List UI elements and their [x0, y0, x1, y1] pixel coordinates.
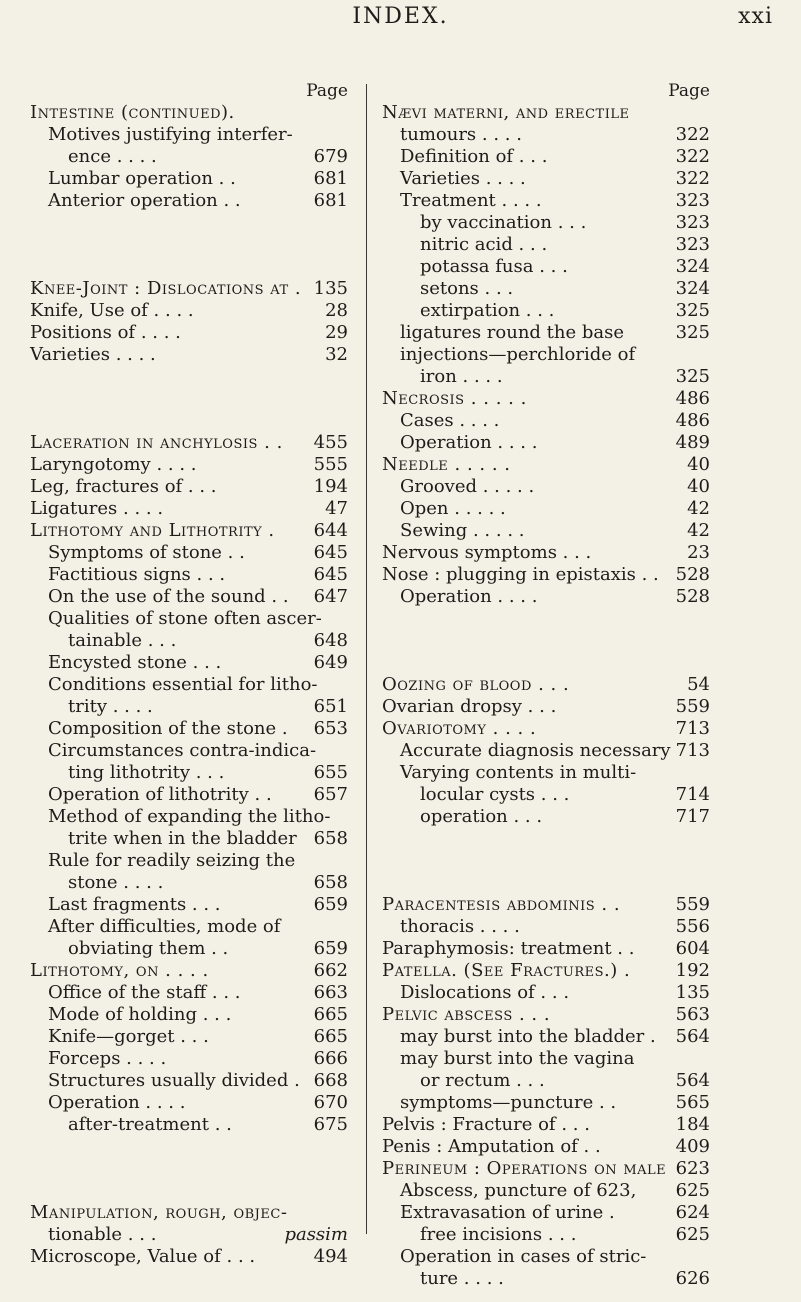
entry-page-number: 663: [313, 982, 348, 1003]
entry-text: Perineum : Operations on male: [382, 1158, 667, 1179]
index-entry: [30, 960, 348, 982]
entry-text: Laceration in anchylosis . .: [30, 432, 283, 453]
entry-page-number: 323: [675, 190, 710, 211]
entry-page-number: 645: [313, 564, 348, 585]
entry-text: Method of expanding the litho-: [48, 806, 331, 827]
entry-text: Needle . . . . .: [382, 454, 511, 475]
entry-text: Nose : plugging in epistaxis . .: [382, 564, 659, 585]
index-entry: [30, 432, 348, 454]
entry-text: Rule for readily seizing the: [48, 850, 296, 871]
entry-page-number: 556: [675, 916, 710, 937]
entry-text: Operation . . . .: [400, 432, 538, 453]
index-entry: [30, 718, 348, 740]
entry-page-number: 23: [687, 542, 710, 563]
entry-text: Ovarian dropsy . . .: [382, 696, 557, 717]
entry-text: Paraphymosis: treatment . .: [382, 938, 635, 959]
index-entry: [382, 476, 710, 498]
entry-page-number: 648: [313, 630, 348, 651]
entry-page-number: 455: [313, 432, 348, 453]
entry-page-number: 659: [313, 894, 348, 915]
entry-text: Pelvis : Fracture of . . .: [382, 1114, 590, 1135]
index-entry: [382, 696, 710, 718]
entry-text: After difficulties, mode of: [48, 916, 281, 937]
entry-text: Structures usually divided .: [48, 1070, 300, 1091]
entry-page-number: 192: [675, 960, 710, 981]
index-entry: [30, 894, 348, 916]
column-divider: [366, 84, 367, 1234]
entry-text: setons . . .: [420, 278, 514, 299]
entry-text: Office of the staff . . .: [48, 982, 241, 1003]
entry-text: potassa fusa . . .: [420, 256, 568, 277]
entry-text: Composition of the stone .: [48, 718, 288, 739]
index-entry: [382, 1268, 710, 1290]
entry-page-number: 626: [675, 1268, 710, 1289]
entry-text: Operation in cases of stric-: [400, 1246, 647, 1267]
index-entry: [30, 300, 348, 322]
page-number: xxi: [738, 4, 773, 29]
entry-page-number: 665: [313, 1004, 348, 1025]
index-entry: [30, 168, 348, 190]
entry-page-number: 559: [675, 696, 710, 717]
index-entry: [30, 344, 348, 366]
entry-page-number: 713: [675, 740, 710, 761]
entry-text: may burst into the bladder .: [400, 1026, 656, 1047]
index-entry: [382, 740, 710, 762]
entry-text: Laryngotomy . . . .: [30, 454, 197, 475]
entry-page-number: 713: [675, 718, 710, 739]
entry-page-number: 681: [313, 168, 348, 189]
index-entry: [30, 498, 348, 520]
entry-text: or rectum . . .: [420, 1070, 545, 1091]
entry-text: Varieties . . . .: [400, 168, 526, 189]
index-entry: [30, 190, 348, 212]
entry-text: after-treatment . .: [68, 1114, 232, 1135]
entry-page-number: 662: [313, 960, 348, 981]
entry-text: Conditions essential for litho-: [48, 674, 318, 695]
entry-page-number: 324: [675, 256, 710, 277]
entry-page-number: 644: [313, 520, 348, 541]
entry-text: Patella. (See Fractures.) .: [382, 960, 631, 981]
index-entry: [382, 1070, 710, 1092]
index-column-left: [30, 80, 348, 1268]
entry-text: Leg, fractures of . . .: [30, 476, 217, 497]
right-entries: [382, 102, 710, 1290]
entry-page-number: 625: [675, 1224, 710, 1245]
entry-text: Last fragments . . .: [48, 894, 221, 915]
index-entry: [382, 894, 710, 916]
entry-text: Necrosis . . . . .: [382, 388, 527, 409]
index-entry: [30, 696, 348, 718]
entry-page-number: 323: [675, 212, 710, 233]
entry-text: free incisions . . .: [420, 1224, 577, 1245]
index-entry: [30, 124, 348, 146]
entry-text: Knife, Use of . . . .: [30, 300, 194, 321]
entry-text: Dislocations of . . .: [400, 982, 570, 1003]
index-entry: [30, 1224, 348, 1246]
index-entry: [382, 1224, 710, 1246]
entry-text: On the use of the sound . .: [48, 586, 289, 607]
left-entries: [30, 102, 348, 1268]
entry-text: Mode of holding . . .: [48, 1004, 232, 1025]
entry-text: Paracentesis abdominis . .: [382, 894, 621, 915]
entry-page-number: 322: [675, 146, 710, 167]
index-entry: [30, 982, 348, 1004]
entry-text: Lumbar operation . .: [48, 168, 236, 189]
index-entry: [382, 564, 710, 586]
entry-page-number: 528: [675, 564, 710, 585]
entry-page-number: 322: [675, 124, 710, 145]
entry-page-number: 409: [675, 1136, 710, 1157]
entry-text: thoracis . . . .: [400, 916, 520, 937]
index-entry: [30, 828, 348, 850]
entry-text: Knife—gorget . . .: [48, 1026, 209, 1047]
entry-text: Varieties . . . .: [30, 344, 156, 365]
index-entry: [382, 102, 710, 124]
entry-text: Symptoms of stone . .: [48, 542, 245, 563]
entry-page-number: 28: [325, 300, 348, 321]
entry-page-number: 675: [313, 1114, 348, 1135]
entry-text: stone . . . .: [68, 872, 164, 893]
page-column-label: Page: [668, 81, 710, 101]
entry-text: tumours . . . .: [400, 124, 522, 145]
entry-text: injections—perchloride of: [400, 344, 636, 365]
entry-text: by vaccination . . .: [420, 212, 587, 233]
entry-page-number: 717: [675, 806, 710, 827]
entry-page-number: 29: [325, 322, 348, 343]
entry-page-number: 135: [675, 982, 710, 1003]
index-entry: [382, 212, 710, 234]
entry-text: Ovariotomy . . . .: [382, 718, 537, 739]
index-entry: [30, 806, 348, 828]
entry-page-number: 555: [313, 454, 348, 475]
index-entry: [30, 476, 348, 498]
entry-page-number: 559: [675, 894, 710, 915]
entry-page-number: 604: [675, 938, 710, 959]
entry-page-number: 325: [675, 300, 710, 321]
index-entry: [30, 146, 348, 168]
entry-text: ture . . . .: [420, 1268, 504, 1289]
running-head: INDEX.: [352, 4, 449, 29]
entry-page-number: 486: [675, 410, 710, 431]
entry-text: Nervous symptoms . . .: [382, 542, 592, 563]
index-entry: [382, 146, 710, 168]
entry-text: trity . . . .: [68, 696, 153, 717]
page-column-label: Page: [306, 81, 348, 101]
index-entry: [382, 784, 710, 806]
index-entry: [30, 520, 348, 542]
index-entry: [382, 300, 710, 322]
entry-text: Forceps . . . .: [48, 1048, 167, 1069]
entry-text: Positions of . . . .: [30, 322, 181, 343]
index-entry: [30, 542, 348, 564]
entry-text: Qualities of stone often ascer-: [48, 608, 322, 629]
entry-page-number: 623: [675, 1158, 710, 1179]
entry-text: Accurate diagnosis necessary: [400, 740, 671, 761]
index-entry: [382, 762, 710, 784]
entry-page-number: 42: [687, 520, 710, 541]
index-entry: [30, 784, 348, 806]
index-entry: [30, 608, 348, 630]
entry-page-number: 324: [675, 278, 710, 299]
index-entry: [30, 938, 348, 960]
entry-text: Ligatures . . . .: [30, 498, 164, 519]
entry-page-number: 32: [325, 344, 348, 365]
entry-text: Manipulation, rough, objec-: [30, 1202, 288, 1223]
entry-text: Cases . . . .: [400, 410, 500, 431]
entry-page-number: 647: [313, 586, 348, 607]
entry-page-number: 624: [675, 1202, 710, 1223]
entry-page-number: 325: [675, 366, 710, 387]
entry-text: ligatures round the base: [400, 322, 625, 343]
entry-text: Treatment . . . .: [400, 190, 542, 211]
entry-page-number: 486: [675, 388, 710, 409]
entry-page-number: 658: [313, 872, 348, 893]
entry-page-number: 323: [675, 234, 710, 255]
entry-page-number: 194: [313, 476, 348, 497]
entry-page-number: 653: [313, 718, 348, 739]
entry-text: tainable . . .: [68, 630, 177, 651]
entry-page-number: passim: [284, 1224, 348, 1245]
entry-text: Encysted stone . . .: [48, 652, 222, 673]
entry-text: Definition of . . .: [400, 146, 548, 167]
index-entry: [382, 1136, 710, 1158]
entry-text: nitric acid . . .: [420, 234, 548, 255]
entry-text: Grooved . . . . .: [400, 476, 535, 497]
index-entry: [30, 564, 348, 586]
index-entry: [30, 740, 348, 762]
index-entry: [382, 388, 710, 410]
entry-page-number: 679: [313, 146, 348, 167]
index-entry: [382, 190, 710, 212]
entry-text: Nævi materni, and erectile: [382, 102, 630, 123]
entry-page-number: 668: [313, 1070, 348, 1091]
entry-page-number: 651: [313, 696, 348, 717]
entry-page-number: 54: [687, 674, 710, 695]
entry-page-number: 645: [313, 542, 348, 563]
entry-text: may burst into the vagina: [400, 1048, 635, 1069]
index-entry: [30, 1246, 348, 1268]
entry-text: Operation of lithotrity . .: [48, 784, 272, 805]
index-column-right: [382, 80, 710, 1290]
index-entry: [382, 234, 710, 256]
entry-page-number: 681: [313, 190, 348, 211]
entry-page-number: 564: [675, 1026, 710, 1047]
entry-page-number: 657: [313, 784, 348, 805]
entry-page-number: 565: [675, 1092, 710, 1113]
index-entry: [382, 168, 710, 190]
index-entry: [382, 1026, 710, 1048]
entry-text: Abscess, puncture of 623,: [400, 1180, 637, 1201]
index-entry: [382, 344, 710, 366]
entry-page-number: 40: [687, 454, 710, 475]
index-entry: [30, 674, 348, 696]
entry-text: Open . . . . .: [400, 498, 506, 519]
index-entry: [382, 454, 710, 476]
index-entry: [382, 322, 710, 344]
index-entry: [382, 938, 710, 960]
entry-text: obviating them . .: [68, 938, 229, 959]
index-entry: [30, 762, 348, 784]
index-entry: [30, 652, 348, 674]
entry-text: Circumstances contra-indica-: [48, 740, 317, 761]
entry-text: Motives justifying interfer-: [48, 124, 293, 145]
entry-page-number: 494: [313, 1246, 348, 1267]
entry-page-number: 322: [675, 168, 710, 189]
entry-text: Operation . . . .: [400, 586, 538, 607]
entry-page-number: 564: [675, 1070, 710, 1091]
index-entry: [30, 850, 348, 872]
index-entry: [30, 1202, 348, 1224]
index-entry: [30, 1070, 348, 1092]
index-entry: [382, 366, 710, 388]
entry-page-number: 714: [675, 784, 710, 805]
index-entry: [30, 586, 348, 608]
entry-text: ting lithotrity . . .: [68, 762, 225, 783]
entry-text: Microscope, Value of . . .: [30, 1246, 256, 1267]
index-entry: [382, 1048, 710, 1070]
entry-text: Lithotomy, on . . . .: [30, 960, 209, 981]
index-entry: [382, 278, 710, 300]
index-entry: [382, 542, 710, 564]
index-entry: [30, 872, 348, 894]
index-entry: [382, 1180, 710, 1202]
index-entry: [382, 1158, 710, 1180]
entry-page-number: 184: [675, 1114, 710, 1135]
entry-page-number: 489: [675, 432, 710, 453]
entry-page-number: 42: [687, 498, 710, 519]
index-entry: [382, 124, 710, 146]
entry-page-number: 658: [313, 828, 348, 849]
entry-page-number: 666: [313, 1048, 348, 1069]
entry-page-number: 528: [675, 586, 710, 607]
index-entry: [30, 1048, 348, 1070]
index-entry: [30, 1026, 348, 1048]
index-entry: [30, 102, 348, 124]
entry-page-number: 135: [313, 278, 348, 299]
index-entry: [382, 520, 710, 542]
entry-text: symptoms—puncture . .: [400, 1092, 617, 1113]
index-entry: [30, 1004, 348, 1026]
entry-page-number: 670: [313, 1092, 348, 1113]
entry-text: extirpation . . .: [420, 300, 555, 321]
entry-text: Penis : Amputation of . .: [382, 1136, 601, 1157]
entry-text: Oozing of blood . . .: [382, 674, 570, 695]
entry-text: iron . . . .: [420, 366, 503, 387]
index-entry: [382, 960, 710, 982]
entry-text: Lithotomy and Lithotrity .: [30, 520, 275, 541]
entry-text: Intestine (continued).: [30, 102, 235, 123]
index-entry: [382, 1202, 710, 1224]
entry-page-number: 40: [687, 476, 710, 497]
index-entry: [30, 916, 348, 938]
entry-text: operation . . .: [420, 806, 543, 827]
index-entry: [382, 916, 710, 938]
entry-text: Knee-Joint : Dislocations at .: [30, 278, 302, 299]
entry-page-number: 47: [325, 498, 348, 519]
entry-text: locular cysts . . .: [420, 784, 570, 805]
index-entry: [382, 1246, 710, 1268]
index-entry: [382, 806, 710, 828]
index-entry: [30, 630, 348, 652]
entry-text: trite when in the bladder: [68, 828, 297, 849]
index-entry: [382, 586, 710, 608]
index-entry: [30, 454, 348, 476]
entry-text: Extravasation of urine .: [400, 1202, 615, 1223]
entry-text: Operation . . . .: [48, 1092, 186, 1113]
entry-page-number: 655: [313, 762, 348, 783]
index-entry: [382, 432, 710, 454]
index-entry: [382, 1114, 710, 1136]
entry-text: Sewing . . . . .: [400, 520, 525, 541]
entry-text: Varying contents in multi-: [400, 762, 637, 783]
index-entry: [30, 1092, 348, 1114]
entry-page-number: 649: [313, 652, 348, 673]
index-entry: [382, 256, 710, 278]
index-entry: [30, 322, 348, 344]
entry-page-number: 563: [675, 1004, 710, 1025]
entry-page-number: 625: [675, 1180, 710, 1201]
index-entry: [382, 410, 710, 432]
entry-page-number: 325: [675, 322, 710, 343]
index-entry: [382, 498, 710, 520]
index-entry: [30, 1114, 348, 1136]
entry-text: Factitious signs . . .: [48, 564, 226, 585]
entry-text: Anterior operation . .: [48, 190, 241, 211]
index-entry: [30, 278, 348, 300]
entry-text: Pelvic abscess . . .: [382, 1004, 551, 1025]
index-entry: [382, 982, 710, 1004]
index-entry: [382, 1092, 710, 1114]
entry-page-number: 659: [313, 938, 348, 959]
entry-text: tionable . . .: [48, 1224, 157, 1245]
entry-page-number: 665: [313, 1026, 348, 1047]
index-entry: [382, 718, 710, 740]
entry-text: ence . . . .: [68, 146, 157, 167]
index-entry: [382, 1004, 710, 1026]
index-entry: [382, 674, 710, 696]
